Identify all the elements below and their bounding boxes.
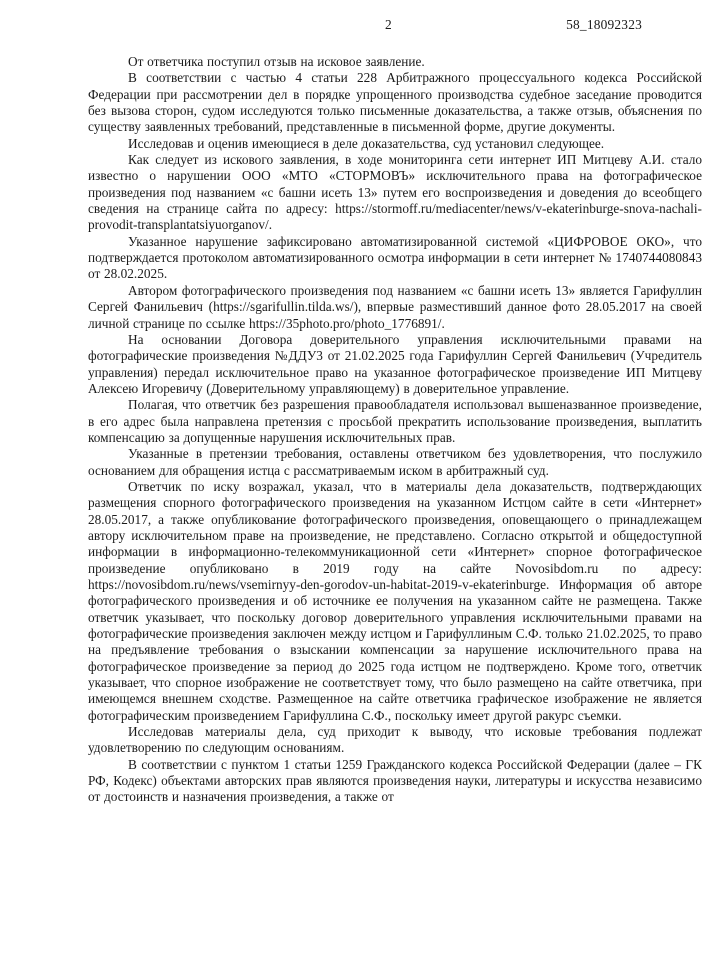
paragraph-trust-agreement: На основании Договора доверительного управления исключительными правами на фотографические произведения №ДДУ3 от 21.02.2025 года Гарифуллин Сергей Фанильевич (Учредитель управления) передал исключительное право на указанное фотографическое произведение ИП Митцеву Алексею Игоревичу (Доверительному управляющему) в доверительное управление. (88, 331, 702, 396)
paragraph-claim-monitoring: Как следует из искового заявления, в ходе мониторинга сети интернет ИП Митцеву А.И. стало известно о нарушении ООО «МТО «СТОРМОВЪ» исключительного права на фотографическое произведения под названием «с башни исеть 13» путем его воспроизведения и доведения до всеобщего сведения на странице сайта по адресу: https://stormoff.ru/mediacenter/news/v-ekaterinburge-snova-nachali-provodit-transplantatsiyuorganov/. (88, 152, 702, 233)
page-number: 2 (385, 17, 392, 32)
paragraph-court-conclusion: Исследовав материалы дела, суд приходит к выводу, что исковые требования подлежат удовлетворению по следующим основаниям. (88, 724, 702, 756)
page-header (88, 17, 642, 35)
paragraph-respondent-objections: Ответчик по иску возражал, указал, что в материалы дела доказательств, подтверждающих размещения спорного фотографического произведения на указанном Истцом сайте в сети «Интернет» 28.05.2017, а также опубликование фотографического произведения, оповещающего о принадлежащем автору исключительном праве на произведение, не представлено. Согласно открытой и общедоступной информации в информационно-телекоммуникационной сети «Интернет» спорное фотографическое произведение опубликовано в 2019 году на сайте Novosibdom.ru по адресу: https://novosibdom.ru/news/vsemirnyy-den-gorodov-un-habitat-2019-v-ekaterinburge. Информация об авторе фотографического произведения и об источнике ее получения на указанном сайте не размещена. Также ответчик указывает, что поскольку договор доверительного управления исключительными правами на фотографические произведения заключен между истцом и Гарифуллиным С.Ф. только 21.02.2025, то право на предъявление требования о взыскании компенсации за нарушение исключительного права на фотографическое произведение за период до 2025 года истцом не подтверждено. Кроме того, ответчик указывает, что спорное изображение не соответствует тому, что было размещено на сайте ответчика, при имеющемся внешнем сходстве. Размещенное на сайте ответчика графическое изображение не является фотографическим произведением Гарифуллина С.Ф., поскольку имеет другой ракурс съемки. (88, 478, 702, 723)
document-body (88, 54, 702, 806)
paragraph-photo-author: Автором фотографического произведения под названием «с башни исеть 13» является Гарифуллин Сергей Фанильевич (https://sgarifullin.tilda.ws/), впервые разместивший данное фото 28.05.2017 на своей личной странице по ссылке https://35photo.pro/photo_1776891/. (88, 282, 702, 331)
paragraph-civil-code-1259: В соответствии с пунктом 1 статьи 1259 Гражданского кодекса Российской Федерации (далее – ГК РФ, Кодекс) объектами авторских прав являются произведения науки, литературы и искусства независимо от достоинств и назначения произведения, а также от (88, 756, 702, 805)
paragraph-pretension-unsatisfied: Указанные в претензии требования, оставлены ответчиком без удовлетворения, что послужило основанием для обращения истца с рассматриваемым иском в арбитражный суд. (88, 446, 702, 478)
paragraph-violation-recorded: Указанное нарушение зафиксировано автоматизированной системой «ЦИФРОВОЕ ОКО», что подтверждается протоколом автоматизированного осмотра информации в сети интернет № 1740744080843 от 28.02.2025. (88, 233, 702, 282)
paragraph-court-established: Исследовав и оценив имеющиеся в деле доказательства, суд установил следующее. (128, 135, 605, 151)
paragraph-pretension-sent: Полагая, что ответчик без разрешения правообладателя использовал вышеназванное произведение, в его адрес была направлена претензия с просьбой прекратить использование произведения, выплатить компенсацию за допущенные нарушения исключительных прав. (88, 397, 702, 445)
case-number: 58_18092323 (566, 17, 642, 32)
paragraph-responder-reply: От ответчика поступил отзыв на исковое заявление. (128, 54, 425, 69)
paragraph-apc-article-228: В соответствии с частью 4 статьи 228 Арбитражного процессуального кодекса Российской Федерации при рассмотрении дел в порядке упрощенного производства судебное заседание проводится без вызова сторон, судом исследуются только письменные доказательства, а также отзыв, объяснения по существу заявленных требований, представленные в письменной форме, другие документы. (88, 70, 702, 135)
